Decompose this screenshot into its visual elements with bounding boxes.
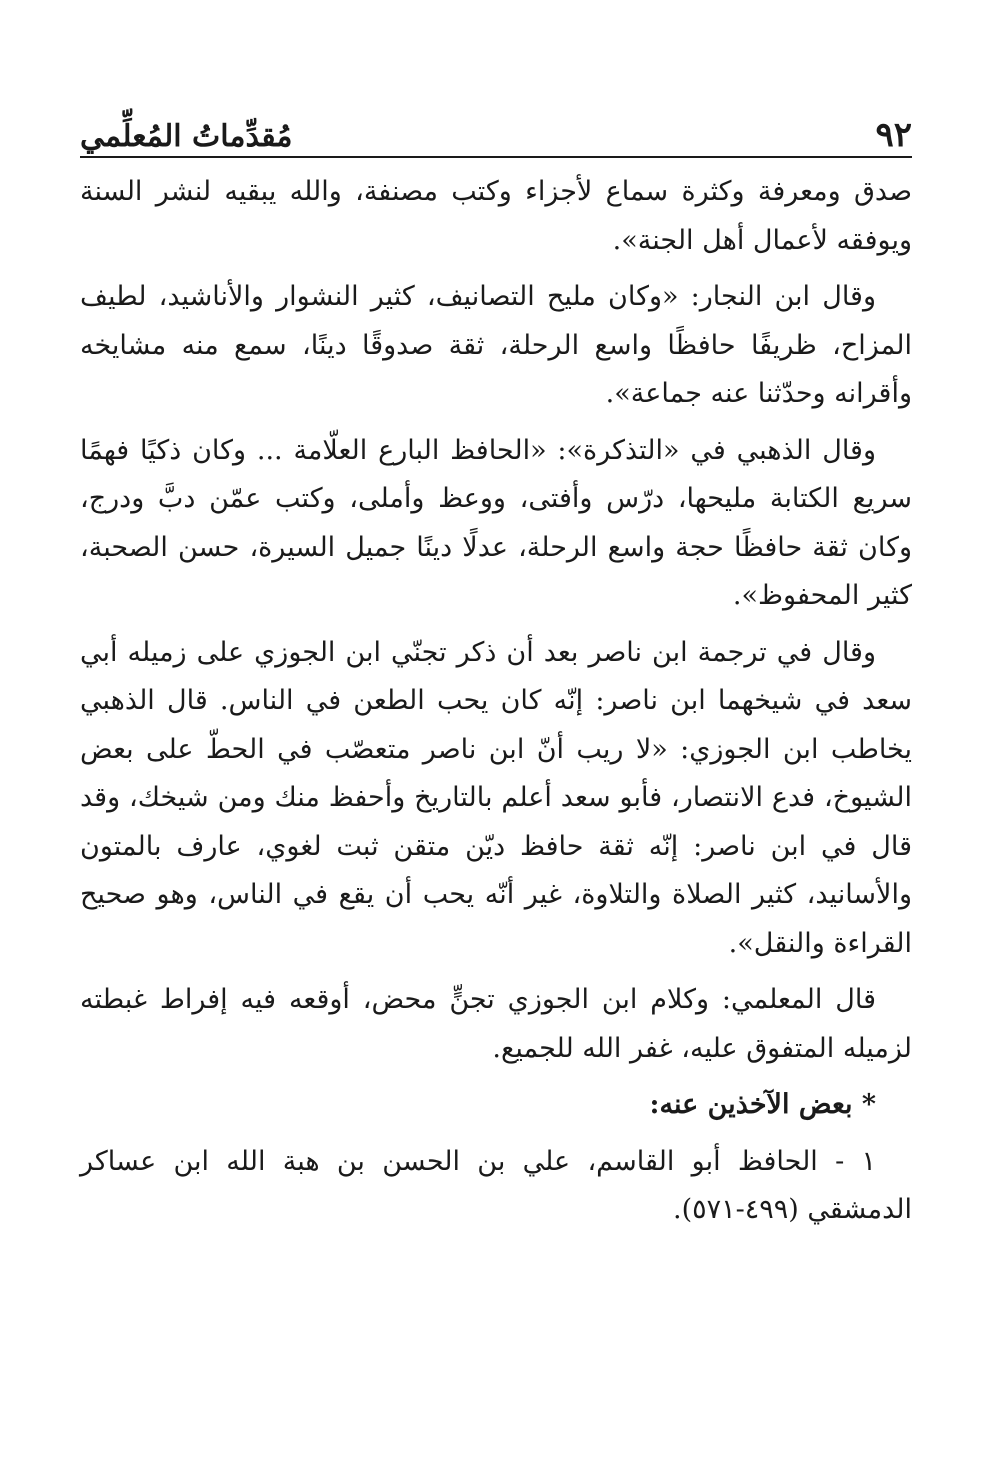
list-item: ١ - الحافظ أبو القاسم، علي بن الحسن بن هبة الله ابن عساكر الدمشقي (٤٩٩-٥٧١).: [80, 1145, 912, 1225]
page: [80, 100, 912, 1235]
paragraph-ibn-nasir-biography: وقال في ترجمة ابن ناصر بعد أن ذكر تجنّي ابن الجوزي على زميله أبي سعد في شيخهما ابن ناصر: إنّه كان يحب الطعن في الناس. قال الذهبي يخاطب ابن الجوزي: «لا ريب أنّ ابن ناصر متعصّب في الحطّ على بعض الشيوخ، فدع الانتصار، فأبو سعد أعلم بالتاريخ وأحفظ منك ومن شيخك، وقد قال في ابن ناصر: إنّه ثقة حافظ ديّن متقن ثبت لغوي، عارف بالمتون والأسانيد، كثير الصلاة والتلاوة، غير أنّه يحب أن يقع في الناس، وهو صحيح القراءة والنقل».: [80, 636, 912, 959]
paragraph-dhahabi-tadhkira: وقال الذهبي في «التذكرة»: «الحافظ البارع العلّامة ... وكان ذكيًا فهمًا سريع الكتابة مليحها، درّس وأفتى، ووعظ وأملى، وكتب عمّن دبَّ ودرج، وكان ثقة حافظًا حجة واسع الرحلة، عدلًا دينًا جميل السيرة، حسن الصحبة، كثير المحفوظ».: [80, 434, 912, 611]
paragraph-ibn-najjar-quote: وقال ابن النجار: «وكان مليح التصانيف، كثير النشوار والأناشيد، لطيف المزاح، ظريفًا حافظًا واسع الرحلة، ثقة صدوقًا دينًا، سمع منه مشايخه وأقرانه وحدّثنا عنه جماعة».: [80, 281, 912, 409]
page-number: ٩٢: [875, 115, 912, 155]
running-header: [80, 100, 912, 158]
section-heading-students: * بعض الآخذين عنه:: [649, 1089, 876, 1120]
body-text: [80, 168, 912, 1235]
book-title: مُقدِّماتُ المُعلِّمي: [80, 119, 293, 154]
paragraph-continuation: صدق ومعرفة وكثرة سماع لأجزاء وكتب مصنفة، والله يبقيه لنشر السنة ويوفقه لأعمال أهل الجنة».: [80, 176, 912, 256]
paragraph-muallimi-comment: قال المعلمي: وكلام ابن الجوزي تجنٍّ محض، أوقعه فيه إفراط غبطته لزميله المتفوق عليه، غفر الله للجميع.: [80, 984, 912, 1064]
